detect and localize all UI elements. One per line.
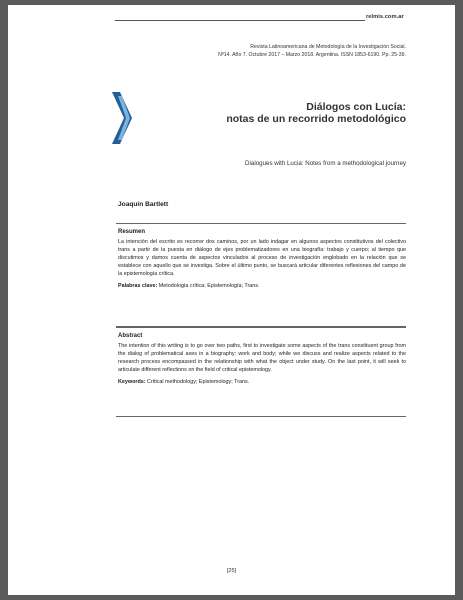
resumen-keywords bbox=[118, 283, 406, 291]
title-line-2: notas de un recorrido metodológico bbox=[226, 113, 406, 125]
resumen-text: La intención del escrito es recorrer dos caminos, por un lado indagar en algunos aspectos constitutivos del colectivo trans a partir de la puesta en diálogo de ejes problematizadores en una biografía: trabajo y cuerpo; al tiempo que discutimos y damos cuenta de aspectos vinculados al proceso de investigación englobado en la relación que se establece con aquello que se investiga. Sobre el último punto, se buscará articular diferentes reflexiones del campo de la epistemología crítica. bbox=[118, 239, 406, 277]
resumen-section bbox=[116, 223, 406, 327]
abstract-keywords bbox=[118, 379, 406, 387]
abstract-heading: Abstract bbox=[118, 333, 143, 339]
chevron-logo-icon bbox=[112, 92, 132, 144]
article-title bbox=[226, 101, 406, 125]
journal-line-1: Revista Latinoamericana de Metodología de la Investigación Social. bbox=[250, 44, 406, 50]
resumen-keywords-value: Metodología crítica; Epistemología; Trans. bbox=[157, 282, 260, 289]
resumen-heading: Resumen bbox=[118, 229, 146, 235]
abstract-keywords-value: Critical methodology; Epistemology; Trans. bbox=[145, 378, 250, 385]
document-page bbox=[8, 5, 455, 595]
site-url: relmis.com.ar bbox=[366, 14, 404, 20]
journal-line-2: Nº14. Año 7. Octubre 2017 – Marzo 2018. Argentina. ISSN 1853-6190. Pp. 25-39. bbox=[218, 52, 406, 58]
header-rule bbox=[115, 20, 365, 21]
author-name: Joaquín Bartlett bbox=[118, 201, 169, 208]
article-subtitle: Dialogues with Lucia: Notes from a methodological journey bbox=[245, 160, 406, 167]
title-line-1: Diálogos con Lucía: bbox=[306, 101, 406, 113]
journal-info bbox=[218, 43, 406, 59]
abstract-section bbox=[116, 327, 406, 417]
resumen-keywords-label: Palabras clave: bbox=[118, 282, 158, 289]
abstract-text: The intention of this writing is to go over two paths, first to investigate some aspects of the trans constituent group from the dialog of problematical axes in a biography: work and body; while we discuss and realize aspects related to the research process encompassed in the relationship with what the object under study. On the last point, it will seek to articulate different reflections on the field of critical epistemology. bbox=[118, 343, 406, 373]
abstract-keywords-label: Keywords: bbox=[118, 378, 146, 385]
page-number: [25] bbox=[226, 568, 237, 574]
